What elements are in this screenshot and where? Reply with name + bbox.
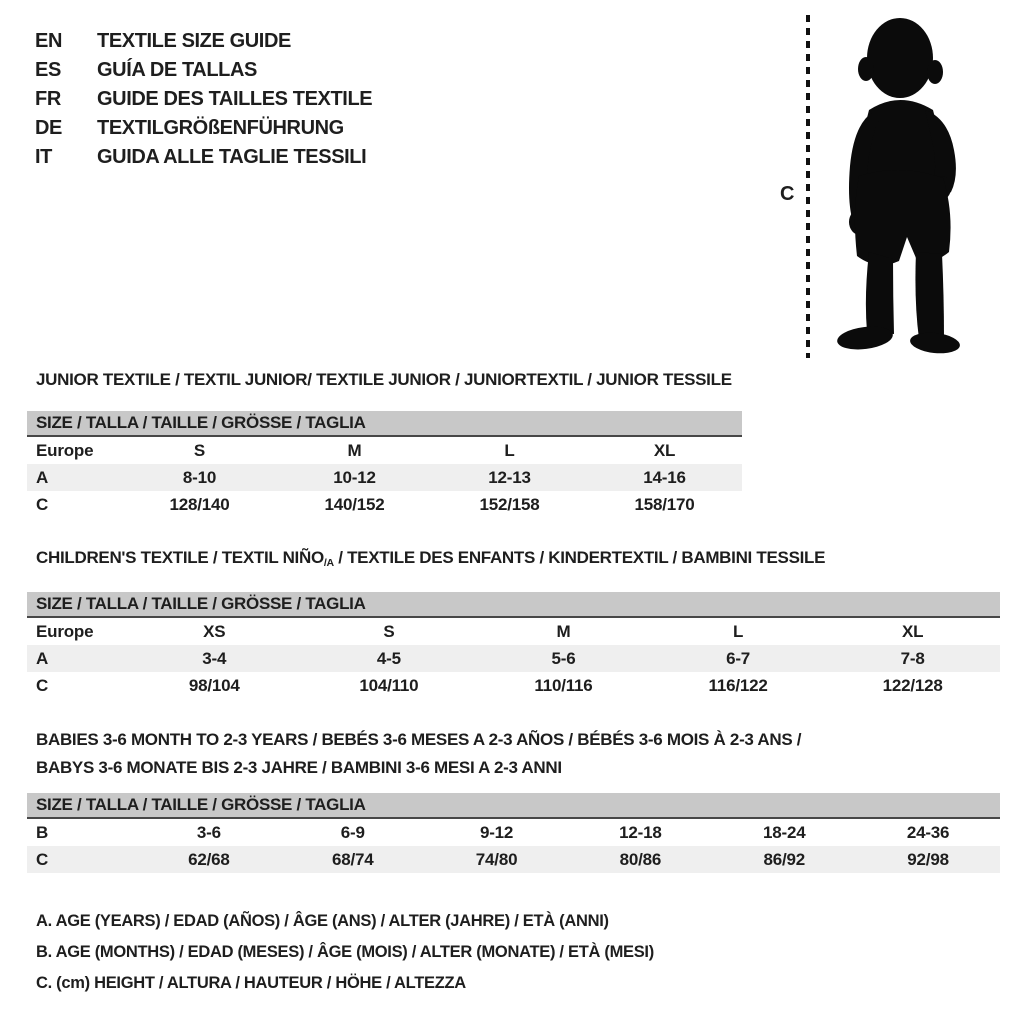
height-cell: 140/152 <box>324 494 385 514</box>
language-guide-title: TEXTILE SIZE GUIDE <box>97 30 291 52</box>
age-cell: 12-18 <box>619 822 662 842</box>
height-cell: 152/158 <box>479 494 540 514</box>
language-row <box>35 143 372 172</box>
babies-title-line1: BABIES 3-6 MONTH TO 2-3 YEARS / BEBÉS 3-6 MESES A 2-3 AÑOS / BÉBÉS 3-6 MOIS À 2-3 ANS / <box>36 730 802 749</box>
language-guide-title: GUÍA DE TALLAS <box>97 59 257 81</box>
height-cell: 128/140 <box>169 494 230 514</box>
size-table-header-row: SIZE / TALLA / TAILLE / GRÖSSE / TAGLIA <box>27 793 1000 819</box>
age-cell: 3-4 <box>202 648 227 668</box>
table-row-height <box>27 846 1000 873</box>
row-label: A <box>36 467 49 487</box>
legend-line-a: A. AGE (YEARS) / EDAD (AÑOS) / ÂGE (ANS) / ALTER (JAHRE) / ETÀ (ANNI) <box>36 912 609 930</box>
children-title-subscript: /A <box>323 556 334 569</box>
row-label: A <box>36 648 49 668</box>
row-label: B <box>36 822 49 842</box>
measure-legend <box>36 906 654 999</box>
legend-line-b: B. AGE (MONTHS) / EDAD (MESES) / ÂGE (MOIS) / ALTER (MONATE) / ETÀ (MESI) <box>36 943 654 961</box>
age-cell: 14-16 <box>643 467 686 487</box>
size-cell: XS <box>203 621 226 641</box>
age-cell: 9-12 <box>479 822 514 842</box>
size-cell: S <box>383 621 395 641</box>
size-cell: L <box>504 440 515 460</box>
height-cell: 74/80 <box>475 849 518 869</box>
children-title-post: / TEXTILE DES ENFANTS / KINDERTEXTIL / BAMBINI TESSILE <box>333 548 826 567</box>
babies-size-table <box>27 793 1000 873</box>
row-label: C <box>36 849 49 869</box>
size-cell: XL <box>653 440 676 460</box>
table-row-europe <box>27 437 742 464</box>
junior-section-title: JUNIOR TEXTILE / TEXTIL JUNIOR/ TEXTILE JUNIOR / JUNIORTEXTIL / JUNIOR TESSILE <box>36 370 732 389</box>
table-row-height <box>27 672 1000 699</box>
age-cell: 18-24 <box>762 822 806 842</box>
standing-toddler-silhouette-icon <box>823 16 973 356</box>
row-label: C <box>36 494 49 514</box>
age-cell: 24-36 <box>906 822 950 842</box>
height-cell: 122/128 <box>882 675 943 695</box>
table-row-age-months <box>27 819 1000 846</box>
height-cell: 80/86 <box>619 849 662 869</box>
size-table-header-row: SIZE / TALLA / TAILLE / GRÖSSE / TAGLIA <box>27 411 742 437</box>
height-cell: 158/170 <box>634 494 695 514</box>
height-cell: 68/74 <box>331 849 374 869</box>
age-cell: 4-5 <box>376 648 401 668</box>
baby-figure-area <box>770 0 1024 370</box>
language-guide-title: TEXTILGRÖßENFÜHRUNG <box>97 117 344 139</box>
babies-section-title <box>36 726 801 782</box>
table-row-age <box>27 464 742 491</box>
age-cell: 3-6 <box>196 822 221 842</box>
language-code: DE <box>35 117 62 139</box>
table-row-height <box>27 491 742 518</box>
language-row <box>35 56 372 85</box>
height-cell: 116/122 <box>708 675 768 695</box>
row-label: C <box>36 675 49 695</box>
size-cell: M <box>556 621 571 641</box>
language-code: ES <box>35 59 61 81</box>
row-label: Europe <box>36 440 94 460</box>
language-guide-title: GUIDA ALLE TAGLIE TESSILI <box>97 146 367 168</box>
language-row <box>35 85 372 114</box>
age-cell: 6-7 <box>726 648 751 668</box>
height-dotted-line <box>806 15 810 358</box>
language-code: FR <box>35 88 61 110</box>
babies-title-line2: BABYS 3-6 MONATE BIS 2-3 JAHRE / BAMBINI 3-6 MESI A 2-3 ANNI <box>36 758 562 777</box>
size-cell: L <box>732 621 744 641</box>
age-cell: 10-12 <box>333 467 376 487</box>
language-code: IT <box>35 146 52 168</box>
row-label: Europe <box>36 621 94 641</box>
height-cell: 92/98 <box>907 849 949 869</box>
size-table-header-row: SIZE / TALLA / TAILLE / GRÖSSE / TAGLIA <box>27 592 1000 618</box>
table-row-europe <box>27 618 1000 645</box>
age-cell: 8-10 <box>182 467 217 487</box>
children-section-title <box>36 548 825 569</box>
children-size-table <box>27 592 1000 699</box>
size-cell: M <box>347 440 362 460</box>
size-cell: XL <box>902 621 924 641</box>
junior-size-table <box>27 411 742 518</box>
language-title-list <box>35 27 372 172</box>
height-cell: 110/116 <box>534 675 593 695</box>
age-cell: 12-13 <box>488 467 531 487</box>
age-cell: 6-9 <box>340 822 365 842</box>
language-row <box>35 114 372 143</box>
age-cell: 7-8 <box>900 648 925 668</box>
language-guide-title: GUIDE DES TAILLES TEXTILE <box>97 88 373 110</box>
age-cell: 5-6 <box>551 648 576 668</box>
children-title-pre: CHILDREN'S TEXTILE / TEXTIL NIÑO <box>36 548 324 567</box>
size-cell: S <box>193 440 206 460</box>
height-cell: 62/68 <box>188 849 230 869</box>
height-cell: 104/110 <box>359 675 419 695</box>
language-row <box>35 27 372 56</box>
height-cell: 86/92 <box>763 849 805 869</box>
height-cell: 98/104 <box>188 675 240 695</box>
legend-line-c: C. (cm) HEIGHT / ALTURA / HAUTEUR / HÖHE / ALTEZZA <box>36 974 466 992</box>
height-measure-label: C <box>780 183 795 205</box>
table-row-age <box>27 645 1000 672</box>
language-code: EN <box>35 30 62 52</box>
